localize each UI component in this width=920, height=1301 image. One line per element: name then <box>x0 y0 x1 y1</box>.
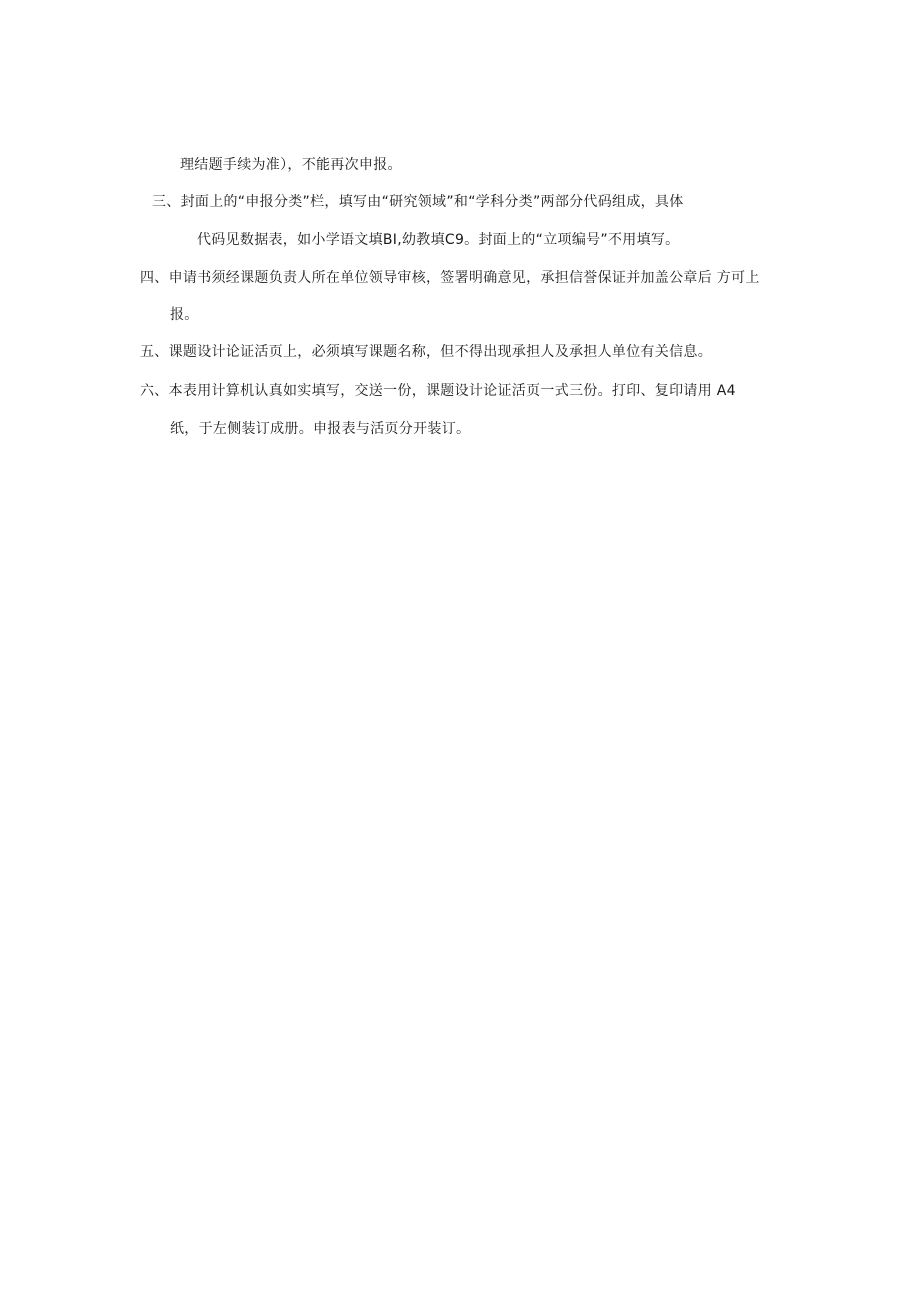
instruction-item-4: 四、申请书须经课题负责人所在单位领导审核，签署明确意见，承担信誉保证并加盖公章后 方可上 <box>140 270 760 286</box>
instruction-line-2-continued: 理结题手续为准），不能再次申报。 <box>180 157 402 173</box>
instruction-item-6: 六、本表用计算机认真如实填写，交送一份，课题设计论证活页一式三份。打印、复印请用 A4 <box>140 383 736 399</box>
instruction-item-3: 三、封面上的“申报分类”栏，填写由“研究领域”和“学科分类”两部分代码组成，具体 <box>152 194 684 210</box>
instruction-item-5: 五、课题设计论证活页上，必须填写课题名称，但不得出现承担人及承担人单位有关信息。 <box>140 344 712 360</box>
instruction-item-6-continued: 纸，于左侧装订成册。申报表与活页分开装订。 <box>170 421 471 437</box>
instruction-item-4-continued: 报。 <box>170 307 199 323</box>
instruction-item-3-continued: 代码见数据表，如小学语文填BI,幼教填C9。封面上的“立项编号”不用填写。 <box>197 232 680 248</box>
